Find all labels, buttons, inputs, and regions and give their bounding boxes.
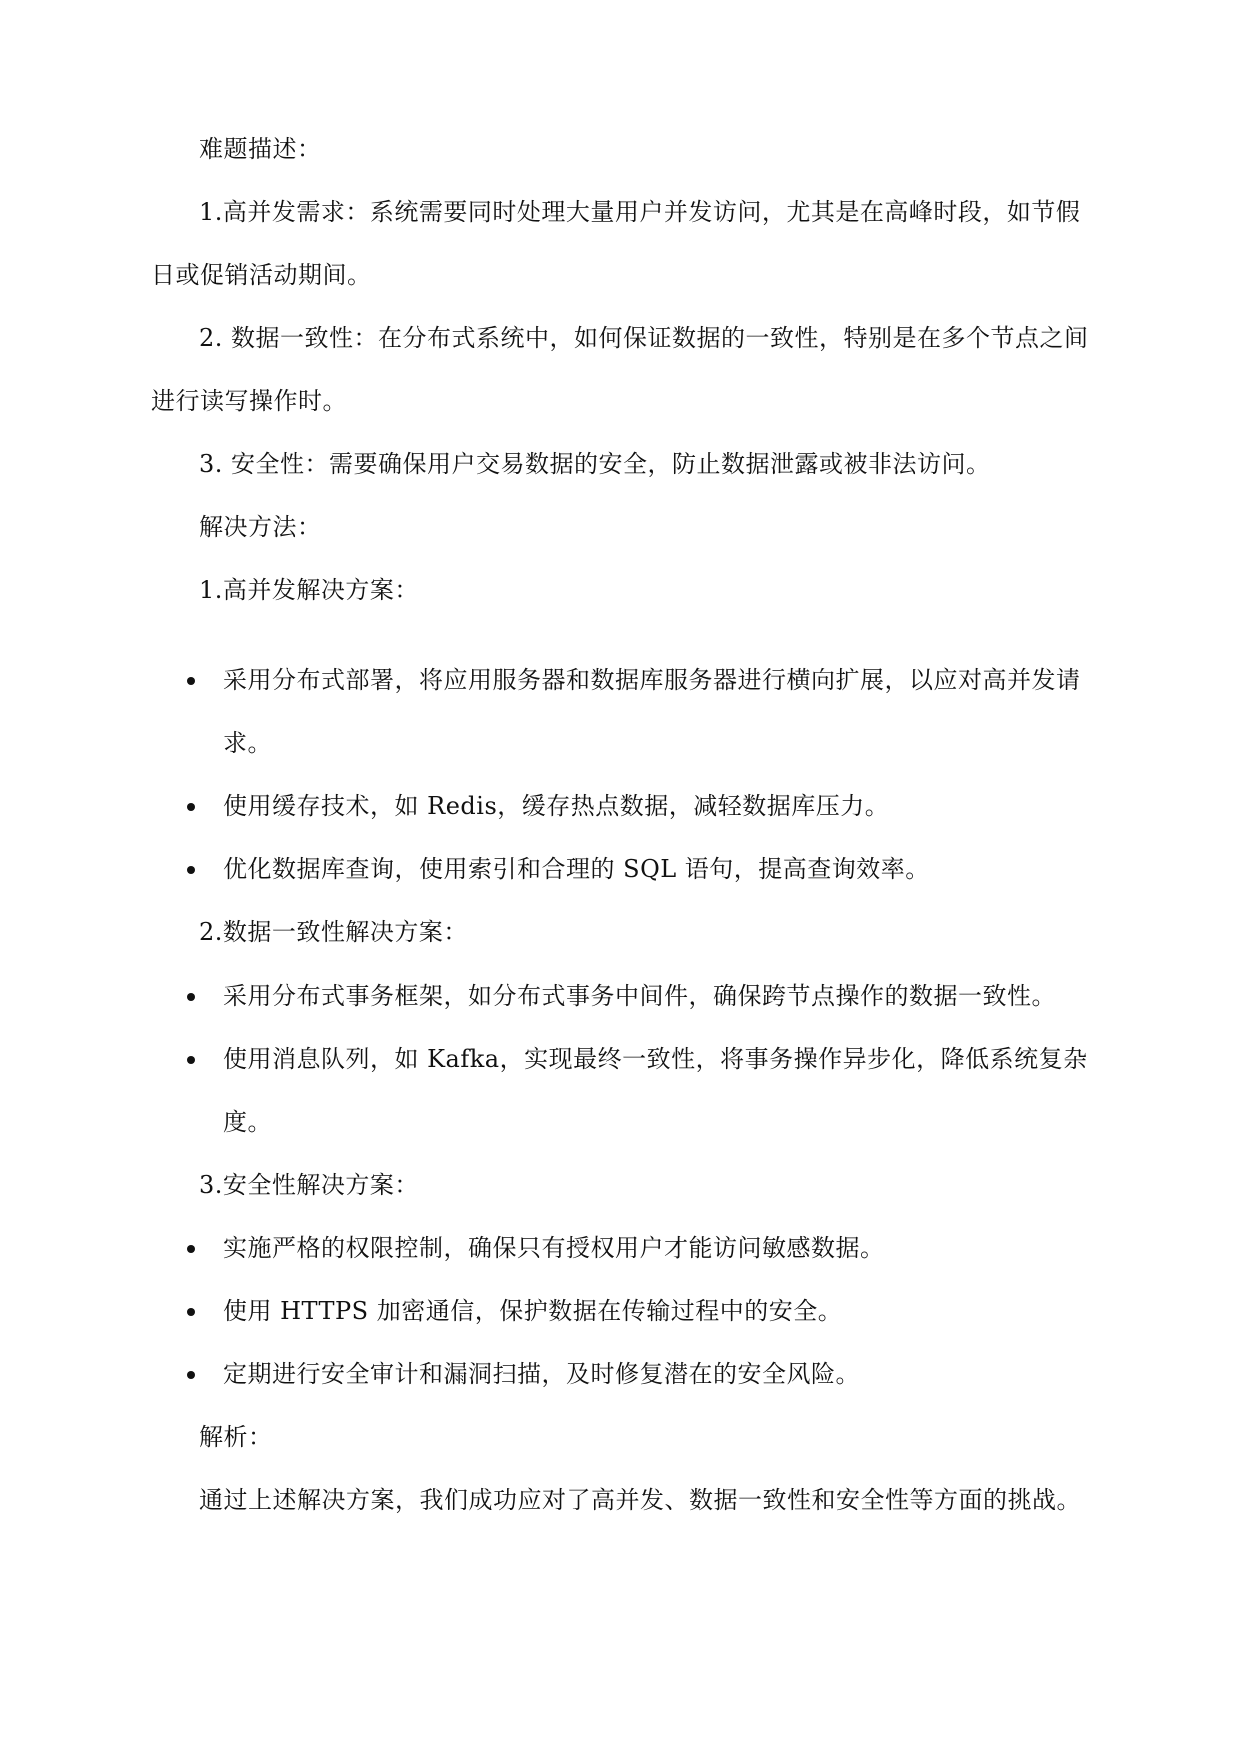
difficulty-1-line-2: 日或促销活动期间。 — [151, 261, 372, 289]
solution-2-bullet-2-line-1: 使用消息队列，如 Kafka，实现最终一致性，将事务操作异步化，降低系统复杂 — [223, 1045, 1088, 1073]
bullet-dot-icon — [187, 803, 195, 811]
analysis-heading: 解析： — [199, 1423, 273, 1451]
bullet-dot-icon — [187, 866, 195, 874]
solution-3-bullet-2-line-1: 使用 HTTPS 加密通信，保护数据在传输过程中的安全。 — [223, 1297, 843, 1325]
bullet-dot-icon — [187, 993, 195, 1001]
solution-3-bullet-3-line-1: 定期进行安全审计和漏洞扫描，及时修复潜在的安全风险。 — [223, 1360, 860, 1388]
bullet-dot-icon — [187, 1308, 195, 1316]
difficulty-1-line-1: 1.高并发需求：系统需要同时处理大量用户并发访问，尤其是在高峰时段，如节假 — [199, 198, 1081, 226]
solution-2-title: 2.数据一致性解决方案： — [199, 918, 468, 946]
difficulty-2-line-1: 2. 数据一致性：在分布式系统中，如何保证数据的一致性，特别是在多个节点之间 — [199, 324, 1089, 352]
difficulty-heading: 难题描述： — [199, 135, 322, 163]
bullet-dot-icon — [187, 1056, 195, 1064]
difficulty-3-line-1: 3. 安全性：需要确保用户交易数据的安全，防止数据泄露或被非法访问。 — [199, 450, 991, 478]
bullet-dot-icon — [187, 677, 195, 685]
difficulty-2-line-2: 进行读写操作时。 — [151, 387, 347, 415]
solution-1-bullet-3-line-1: 优化数据库查询，使用索引和合理的 SQL 语句，提高查询效率。 — [223, 855, 930, 883]
analysis-text: 通过上述解决方案，我们成功应对了高并发、数据一致性和安全性等方面的挑战。 — [199, 1486, 1081, 1514]
solution-2-bullet-1-line-1: 采用分布式事务框架，如分布式事务中间件，确保跨节点操作的数据一致性。 — [223, 982, 1056, 1010]
solution-3-title: 3.安全性解决方案： — [199, 1171, 419, 1199]
solution-2-bullet-2-line-2: 度。 — [223, 1108, 272, 1136]
solution-3-bullet-1-line-1: 实施严格的权限控制，确保只有授权用户才能访问敏感数据。 — [223, 1234, 885, 1262]
bullet-dot-icon — [187, 1371, 195, 1379]
solution-heading: 解决方法： — [199, 513, 322, 541]
solution-1-title: 1.高并发解决方案： — [199, 576, 419, 604]
solution-1-bullet-1-line-2: 求。 — [223, 729, 272, 757]
solution-1-bullet-1-line-1: 采用分布式部署，将应用服务器和数据库服务器进行横向扩展，以应对高并发请 — [223, 666, 1081, 694]
bullet-dot-icon — [187, 1245, 195, 1253]
solution-1-bullet-2-line-1: 使用缓存技术，如 Redis，缓存热点数据，减轻数据库压力。 — [223, 792, 890, 820]
